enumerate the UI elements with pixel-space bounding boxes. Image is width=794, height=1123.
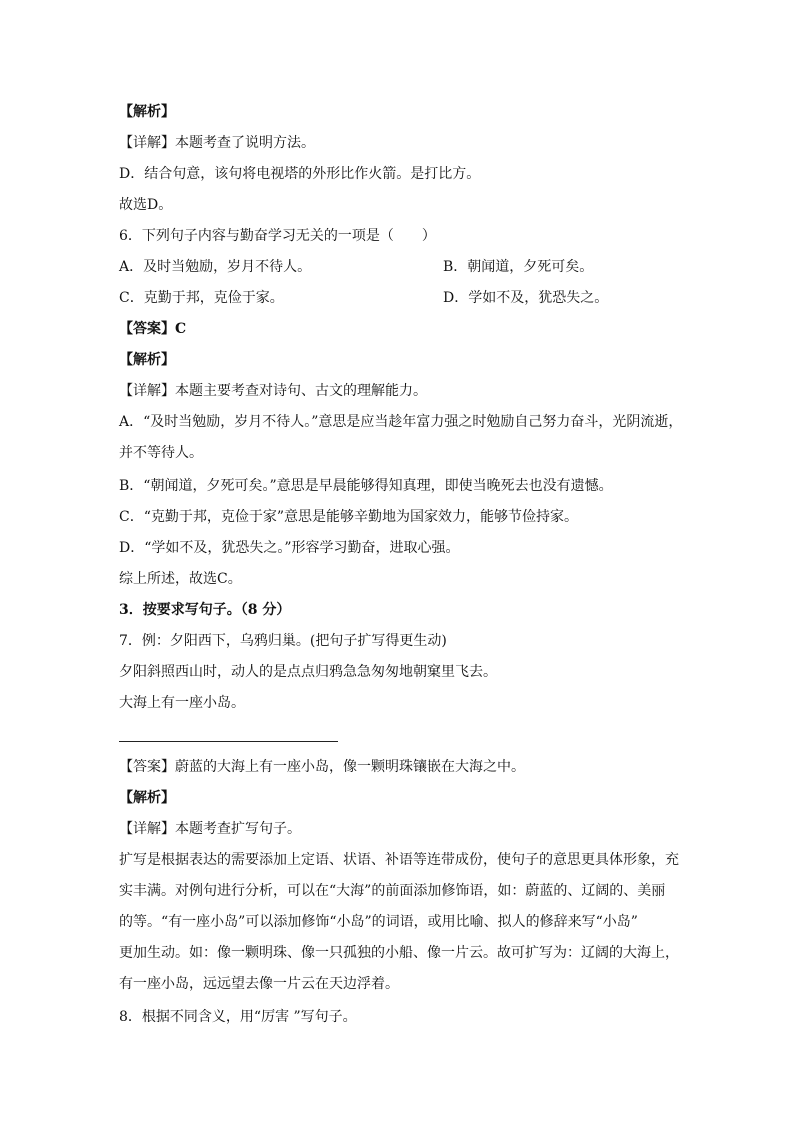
question-7-paragraph-line: 有一座小岛，远远望去像一片云在天边浮着。 (119, 976, 399, 992)
question-7-detail: 【详解】本题考查扩写句子。 (119, 821, 301, 837)
question-7-paragraph-line: 的等。“有一座小岛”可以添加修饰“小岛”的词语，或用比喻、拟人的修辞来写“小岛” (119, 914, 638, 930)
question-7-prompt: 大海上有一座小岛。 (119, 695, 245, 711)
question-6-explain-c: C．“克勤于邦，克俭于家”意思是能够辛勤地为国家效力，能够节俭持家。 (119, 509, 579, 525)
question-6-explain-a: A．“及时当勉励，岁月不待人。”意思是应当趁年富力强之时勉励自己努力奋斗，光阴流逝， (119, 414, 683, 430)
question-6-answer: 【答案】C (119, 321, 187, 337)
question-7-paragraph-line: 扩写是根据表达的需要添加上定语、状语、补语等连带成份，使句子的意思更具体形象，充 (119, 852, 679, 868)
question-6-conclusion: 综上所述，故选C。 (119, 571, 242, 587)
question-6-analysis-label: 【解析】 (119, 352, 175, 368)
question-7-model-answer: 夕阳斜照西山时，动人的是点点归鸦急急匆匆地朝窠里飞去。 (119, 664, 497, 680)
conclusion-text: 故选D。 (119, 197, 173, 213)
question-6-explain-b: B．“朝闻道，夕死可矣。”意思是早晨能够得知真理，即使当晚死去也没有遗憾。 (119, 478, 613, 494)
analysis-label: 【解析】 (119, 104, 175, 120)
question-6-stem: 6．下列句子内容与勤奋学习无关的一项是（ ） (119, 228, 436, 244)
question-6-explain-d: D．“学如不及，犹恐失之。”形容学习勤奋，进取心强。 (119, 540, 460, 556)
question-7-analysis-label: 【解析】 (119, 790, 175, 806)
option-d-explanation: D．结合句意，该句将电视塔的外形比作火箭。是打比方。 (119, 166, 481, 182)
answer-line (119, 741, 338, 742)
question-6-detail: 【详解】本题主要考查对诗句、古文的理解能力。 (119, 383, 427, 399)
question-6-explain-a-cont: 并不等待人。 (119, 445, 203, 461)
question-7-paragraph-line: 实丰满。对例句进行分析，可以在“大海”的前面添加修饰语，如：蔚蓝的、辽阔的、美丽 (119, 883, 666, 899)
detail-text: 【详解】本题考查了说明方法。 (119, 135, 315, 151)
question-6-option-c: C．克勤于邦，克俭于家。 (119, 290, 284, 306)
section-3-heading: 3．按要求写句子。（8 分） (119, 602, 291, 618)
question-7-paragraph-line: 更加生动。如：像一颗明珠、像一只孤独的小船、像一片云。故可扩写为：辽阔的大海上， (119, 945, 679, 961)
question-8-stem: 8．根据不同含义，用“厉害 ”写句子。 (119, 1009, 357, 1025)
question-6-option-d: D．学如不及，犹恐失之。 (443, 290, 609, 306)
question-7-answer: 【答案】蔚蓝的大海上有一座小岛，像一颗明珠镶嵌在大海之中。 (119, 759, 525, 775)
question-7-example: 7．例：夕阳西下，乌鸦归巢。(把句子扩写得更生动) (119, 633, 447, 649)
question-6-option-b: B．朝闻道，夕死可矣。 (443, 259, 594, 275)
question-6-option-a: A．及时当勉励，岁月不待人。 (119, 259, 312, 275)
